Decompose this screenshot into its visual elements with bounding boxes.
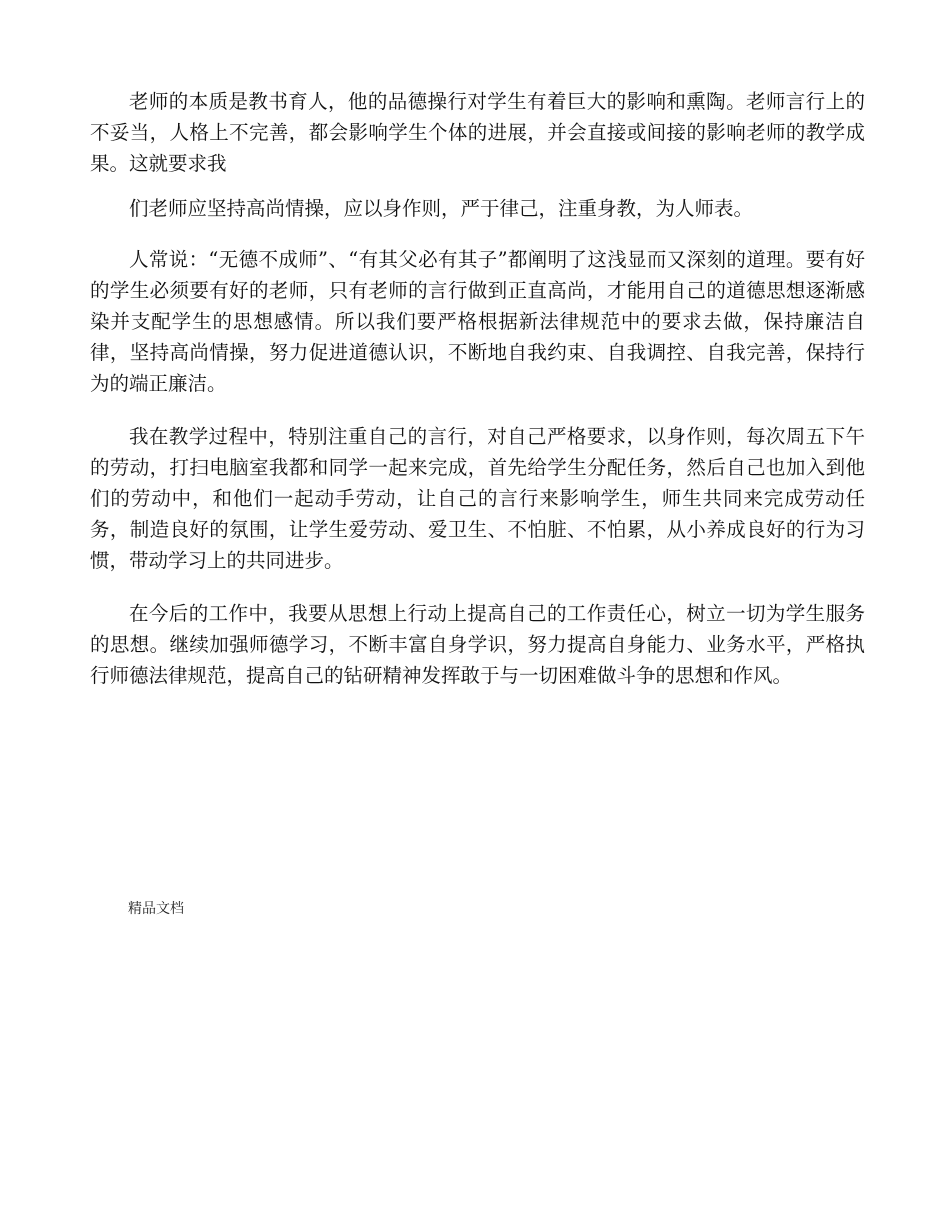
paragraph-3: 人常说：“无德不成师”、“有其父必有其子”都阐明了这浅显而又深刻的道理。要有好的学生必须要有好的老师，只有老师的言行做到正直高尚，才能用自己的道德思想逐渐感染并支配学生的思想感情。所以我们要严格根据新法律规范中的要求去做，保持廉洁自律，坚持高尚情操，努力促进道德认识，不断地自我约束、自我调控、自我完善，保持行为的端正廉洁。 xyxy=(90,248,865,395)
footer-label: 精品文档 xyxy=(128,901,184,917)
document-body xyxy=(90,86,865,691)
paragraph-1: 老师的本质是教书育人，他的品德操行对学生有着巨大的影响和熏陶。老师言行上的不妥当，人格上不完善，都会影响学生个体的进展，并会直接或间接的影响老师的教学成果。这就要求我 xyxy=(90,90,865,175)
paragraph-2: 们老师应坚持高尚情操，应以身作则，严于律己，注重身教，为人师表。 xyxy=(129,197,754,220)
paragraph-5: 在今后的工作中，我要从思想上行动上提高自己的工作责任心，树立一切为学生服务的思想。继续加强师德学习，不断丰富自身学识，努力提高自身能力、业务水平，严格执行师德法律规范，提高自己的钻研精神发挥敢于与一切困难做斗争的思想和作风。 xyxy=(90,602,865,687)
paragraph-4: 我在教学过程中，特别注重自己的言行，对自己严格要求，以身作则，每次周五下午的劳动，打扫电脑室我都和同学一起来完成，首先给学生分配任务，然后自己也加入到他们的劳动中，和他们一起动手劳动，让自己的言行来影响学生，师生共同来完成劳动任务，制造良好的氛围，让学生爱劳动、爱卫生、不怕脏、不怕累，从小养成良好的行为习惯，带动学习上的共同进步。 xyxy=(90,425,865,572)
